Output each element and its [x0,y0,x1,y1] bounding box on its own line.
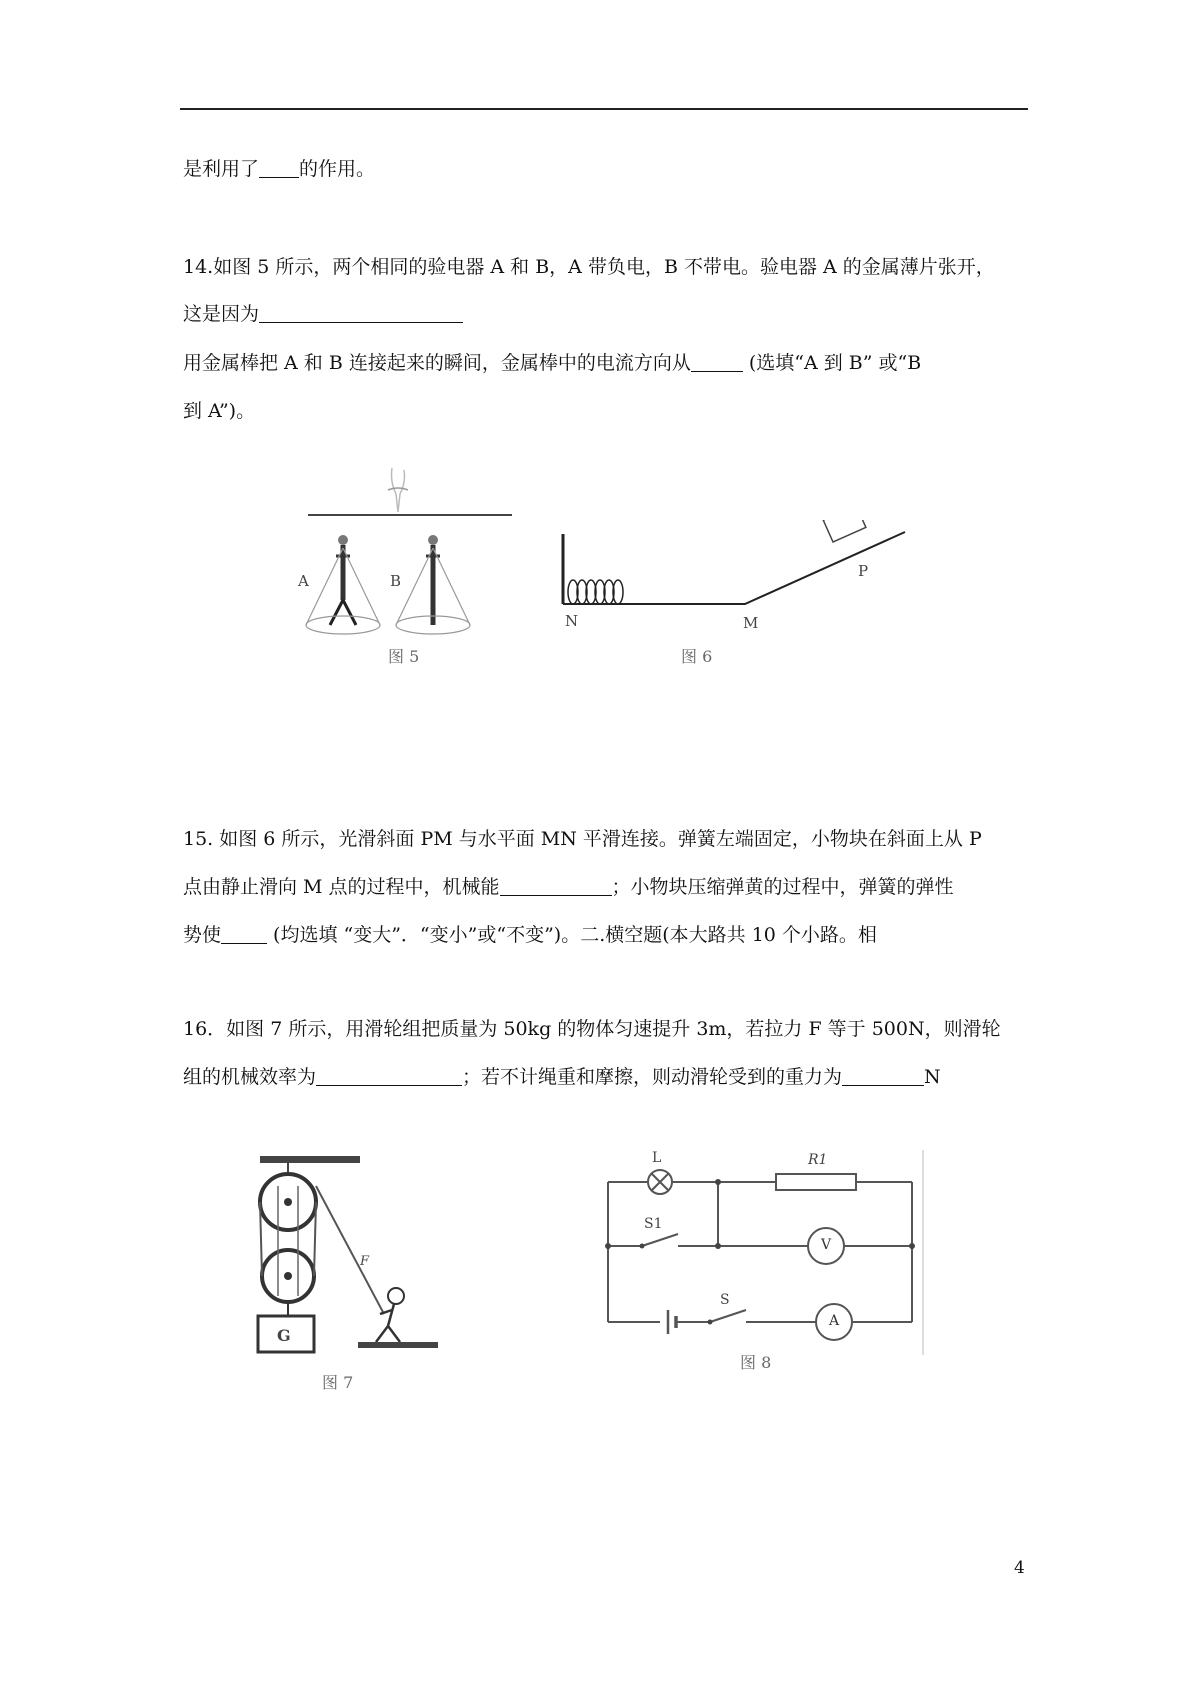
question-14-line-1: 14.如图 5 所示，两个相同的验电器 A 和 B，A 带负电，B 不带电。验电器 A 的金属薄片张开， [183,256,995,278]
point-n-label: N [565,612,579,630]
page-number: 4 [1014,1558,1025,1578]
point-m-label: M [743,614,759,632]
figure-5-electroscopes [298,460,520,666]
question-14-line-2 [183,301,463,327]
electroscope-b-label: B [390,572,402,590]
text-fragment: 组的机械效率为 [183,1066,317,1088]
question-15-line-3 [183,922,877,948]
question-14-line-4: 到 A”)。 [183,400,256,422]
question-15-line-2 [183,874,954,900]
figure-7-caption: 图 7 [322,1373,354,1392]
text-fragment: 势使 [183,924,222,946]
figure-6-incline-spring [555,520,915,666]
voltmeter-v-label: V [821,1237,832,1253]
text-fragment: (均选填 “变大”．“变小”或“不变”)。二.横空题(本大路共 10 个小路。相 [267,924,877,946]
electroscope-a-label: A [298,572,309,590]
text-fragment: ；若不计绳重和摩擦，则动滑轮受到的重力为 [462,1066,843,1088]
question-16-line-1: 16．如图 7 所示，用滑轮组把质量为 50kg 的物体匀速提升 3m，若拉力 F 等于 500N，则滑轮 [183,1018,1001,1040]
text-fragment: ；小物块压缩弹黄的过程中，弹簧的弹性 [611,876,954,898]
figure-6-caption: 图 6 [681,647,713,666]
answer-blank[interactable] [259,302,463,323]
weight-g-label: G [277,1326,291,1345]
figure-8-caption: 图 8 [740,1353,772,1372]
answer-blank[interactable] [500,875,612,896]
figure-8-circuit [600,1150,930,1372]
question-16-line-2 [183,1064,941,1090]
text-fragment: 用金属棒把 A 和 B 连接起来的瞬间，金属棒中的电流方向从 [183,352,691,374]
text-fragment: 这是因为 [183,303,260,325]
header-rule [180,108,1028,110]
question-15-line-1: 15. 如图 6 所示，光滑斜面 PM 与水平面 MN 平滑连接。弹簧左端固定，小物块在斜面上从 P [183,828,982,850]
answer-blank[interactable] [221,923,267,944]
text-fragment: 点由静止滑向 M 点的过程中，机械能 [183,876,500,898]
answer-blank[interactable] [842,1065,924,1086]
force-f-label: F [360,1254,370,1269]
lamp-l-label: L [652,1150,662,1166]
point-p-label: P [858,562,869,580]
figure-5-caption: 图 5 [388,647,420,666]
ammeter-a-label: A [829,1313,840,1329]
text-line-13-end [183,156,375,182]
text-fragment: (选填“A 到 B” 或“B [742,352,922,374]
answer-blank[interactable] [316,1065,462,1086]
answer-blank[interactable] [691,351,743,372]
text-fragment: 是利用了 [183,158,260,180]
question-14-line-3 [183,350,921,376]
text-fragment: N [924,1066,941,1088]
switch-s-label: S [720,1292,730,1308]
switch-s1-label: S1 [644,1216,663,1232]
answer-blank[interactable] [259,157,299,178]
resistor-r1-label: R1 [808,1152,828,1168]
figure-7-pulley-system [238,1146,458,1392]
text-fragment: 的作用。 [299,158,376,180]
